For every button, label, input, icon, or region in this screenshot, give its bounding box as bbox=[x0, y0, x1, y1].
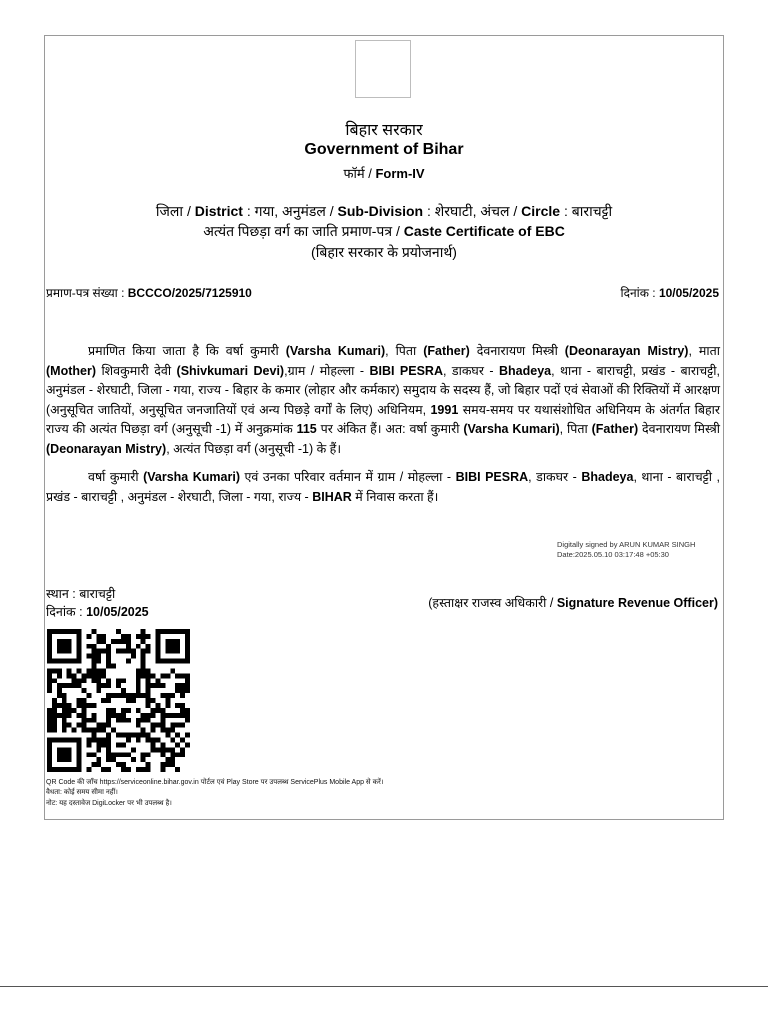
certification-paragraph: प्रमाणित किया जाता है कि वर्षा कुमारी (Varsha Kumari), पिता (Father) देवनारायण मिस्त्री (Deonarayan Mistry), माता (Mother) शिवकुमारी देवी (Shivkumari Devi),ग्राम / मोहल्ला - BIBI PESRA, डाकघर - Bhadeya, थाना - बाराचट्टी, प्रखंड - बाराचट्टी, अनुमंडल - शेरघाटी, जिला - गया, राज्य - बिहार के कमार (लोहार और कर्मकार) समुदाय के सदस्य हैं, जो बिहार पदों एवं सेवाओं की रिक्तियों में आरक्षण (अनुसूचित जातियों, अनुसूचित जनजातियों एवं अन्य पिछड़े वर्गों के लिए) अधिनियम, 1991 समय-समय पर यथासंशोधित अधिनियम के अंतर्गत बिहार राज्य की अत्यंत पिछड़ा वर्ग (अनुसूची -1) में अनुक्रमांक 115 पर अंकित हैं। अत: वर्षा कुमारी (Varsha Kumari), पिता (Father) देवनारायण मिस्त्री (Deonarayan Mistry), अत्यंत पिछड़ा वर्ग (अनुसूची -1) के हैं। bbox=[46, 344, 721, 456]
digilocker-note: नोट: यह दस्तावेज DigiLocker पर भी उपलब्ध है। bbox=[46, 800, 172, 807]
validity-note: वैधता: कोई समय सीमा नहीं। bbox=[46, 789, 118, 796]
photo-placeholder bbox=[355, 40, 411, 98]
form-number: फॉर्म / Form-IV bbox=[343, 166, 425, 181]
certificate-purpose: (बिहार सरकार के प्रयोजनार्थ) bbox=[311, 244, 457, 260]
residence-paragraph: वर्षा कुमारी (Varsha Kumari) एवं उनका परिवार वर्तमान में ग्राम / मोहल्ला - BIBI PESRA, डाकघर - Bhadeya, थाना - बाराचट्टी , प्रखंड - बाराचट्टी , अनुमंडल - शेरघाटी, जिला - गया, राज्य - BIHAR में निवास करता हैं। bbox=[46, 470, 720, 504]
place-line: स्थान : बाराचट्टी bbox=[46, 587, 116, 601]
digital-signature-signer: Digitally signed by ARUN KUMAR SINGH bbox=[557, 540, 696, 549]
digital-signature-stamp bbox=[557, 540, 695, 560]
qr-verification-note: QR Code की जाँच https://serviceonline.bihar.gov.in पोर्टल एवं Play Store पर उपलब्ध ServicePlus Mobile App से करें। bbox=[46, 779, 384, 786]
footer-date: दिनांक : 10/05/2025 bbox=[46, 605, 149, 619]
issue-date: दिनांक : 10/05/2025 bbox=[620, 286, 719, 300]
page-bottom-rule bbox=[0, 986, 768, 987]
certificate-title: अत्यंत पिछड़ा वर्ग का जाति प्रमाण-पत्र / Caste Certificate of EBC bbox=[203, 223, 565, 239]
qr-code-icon bbox=[47, 629, 190, 772]
officer-signature-label: (हस्ताक्षर राजस्व अधिकारी / Signature Revenue Officer) bbox=[428, 596, 718, 610]
digital-signature-date: Date:2025.05.10 03:17:48 +05:30 bbox=[557, 550, 669, 559]
govt-title-english: Government of Bihar bbox=[304, 141, 464, 158]
govt-title-hindi: बिहार सरकार bbox=[345, 122, 423, 139]
certificate-number: प्रमाण-पत्र संख्या : BCCCO/2025/7125910 bbox=[46, 286, 252, 300]
jurisdiction-line: जिला / District : गया, अनुमंडल / Sub-Division : शेरघाटी, अंचल / Circle : बाराचट्टी bbox=[155, 203, 613, 219]
